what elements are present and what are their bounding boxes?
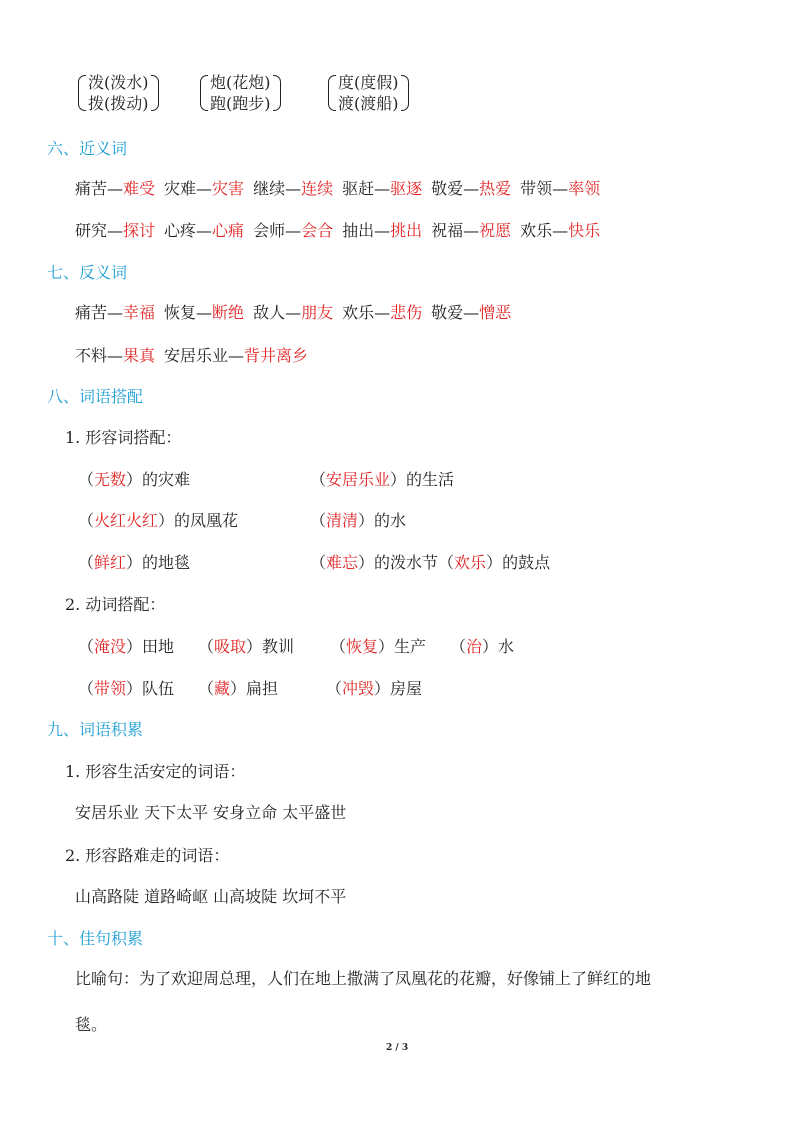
collocation-item: （安居乐业）的生活	[310, 470, 455, 489]
word: 恢复	[164, 303, 197, 322]
word: 研究	[75, 221, 108, 240]
polyphone-group-3	[328, 72, 409, 114]
word: 敬爱	[431, 179, 464, 198]
word: 带领	[520, 179, 553, 198]
word: 继续	[253, 179, 286, 198]
dash: —	[552, 179, 569, 198]
word-pair	[520, 179, 600, 198]
answer-word: 热爱	[479, 179, 512, 198]
dash: —	[463, 179, 480, 198]
word: 心疼	[164, 221, 197, 240]
dash: —	[374, 179, 391, 198]
dash: —	[107, 221, 124, 240]
collocation-item: （无数）的灾难	[78, 470, 191, 489]
polyphone-group-1	[78, 72, 159, 114]
answer-word: 灾害	[212, 179, 245, 198]
collocation-item: （淹没）田地	[78, 637, 175, 656]
collocation-item: （藏）扁担	[198, 679, 279, 698]
answer-word: 心痛	[212, 221, 245, 240]
collocation-item: （带领）队伍	[78, 679, 175, 698]
collocation-item: （鲜红）的地毯	[78, 553, 191, 572]
synonym-row	[75, 176, 600, 199]
word-pair	[253, 179, 333, 198]
answer-word: 会合	[301, 221, 334, 240]
collocation-item: （冲毁）房屋	[326, 679, 423, 698]
word: 痛苦	[75, 303, 108, 322]
word-pair	[75, 221, 155, 240]
dash: —	[285, 303, 302, 322]
word: 欢乐	[520, 221, 553, 240]
answer-word: 快乐	[568, 221, 601, 240]
dash: —	[107, 179, 124, 198]
answer-word: 探讨	[123, 221, 156, 240]
section-heading-sentences: 十、佳句积累	[47, 929, 144, 948]
word: 驱赶	[342, 179, 375, 198]
word-pair	[520, 221, 600, 240]
answer-word: 断绝	[212, 303, 245, 322]
word-pair	[164, 303, 244, 322]
answer-word: 背井离乡	[244, 346, 309, 365]
polyphone-line: 拨(拨动)	[88, 94, 149, 113]
subheading-hard-road: 2. 形容路难走的词语：	[65, 846, 230, 865]
section-heading-accumulation: 九、词语积累	[47, 720, 144, 739]
synonym-row	[75, 218, 600, 241]
subheading-stable-life: 1. 形容生活安定的词语：	[65, 762, 246, 781]
word-pair	[431, 303, 511, 322]
antonym-row	[75, 343, 308, 366]
word: 敬爱	[431, 303, 464, 322]
answer-word: 憎恶	[479, 303, 512, 322]
right-brace	[151, 75, 159, 111]
word-pair	[342, 303, 422, 322]
dash: —	[374, 221, 391, 240]
dash: —	[196, 303, 213, 322]
answer-word: 幸福	[123, 303, 156, 322]
dash: —	[107, 303, 124, 322]
dash: —	[463, 303, 480, 322]
word: 会师	[253, 221, 286, 240]
answer-word: 难受	[123, 179, 156, 198]
word-list: 山高路陡 道路崎岖 山高坡陡 坎坷不平	[75, 887, 347, 906]
answer-word: 驱逐	[390, 179, 423, 198]
polyphone-group-2	[200, 72, 281, 114]
answer-word: 悲伤	[390, 303, 423, 322]
dash: —	[552, 221, 569, 240]
word: 敌人	[253, 303, 286, 322]
answer-word: 祝愿	[479, 221, 512, 240]
section-heading-antonyms: 七、反义词	[47, 263, 128, 282]
word-list: 安居乐业 天下太平 安身立命 太平盛世	[75, 803, 347, 822]
word-pair	[75, 346, 155, 365]
section-heading-synonyms: 六、近义词	[47, 139, 128, 158]
collocation-item: （治）水	[450, 637, 515, 656]
answer-word: 挑出	[390, 221, 423, 240]
word: 抽出	[342, 221, 375, 240]
word: 安居乐业	[164, 346, 229, 365]
answer-word: 朋友	[301, 303, 334, 322]
word-pair	[164, 346, 308, 365]
right-brace	[401, 75, 409, 111]
polyphone-line: 泼(泼水)	[88, 73, 149, 92]
sentence-line: 比喻句：为了欢迎周总理，人们在地上撒满了凤凰花的花瓣，好像铺上了鲜红的地	[75, 969, 652, 988]
collocation-item: （恢复）生产	[330, 637, 427, 656]
dash: —	[463, 221, 480, 240]
word: 不料	[75, 346, 108, 365]
word: 痛苦	[75, 179, 108, 198]
dash: —	[285, 179, 302, 198]
left-brace	[78, 75, 86, 111]
word-pair	[75, 179, 155, 198]
word-pair	[253, 303, 333, 322]
word-pair	[253, 221, 333, 240]
dash: —	[107, 346, 124, 365]
word: 欢乐	[342, 303, 375, 322]
word-pair	[342, 221, 422, 240]
collocation-item: （吸取）教训	[198, 637, 295, 656]
section-heading-collocation: 八、词语搭配	[47, 387, 144, 406]
dash: —	[374, 303, 391, 322]
dash: —	[228, 346, 245, 365]
polyphone-line: 度(度假)	[338, 73, 399, 92]
collocation-item: （清清）的水	[310, 511, 407, 530]
dash: —	[285, 221, 302, 240]
left-brace	[200, 75, 208, 111]
subheading-adjective: 1. 形容词搭配：	[65, 428, 182, 447]
word-pair	[431, 221, 511, 240]
dash: —	[196, 179, 213, 198]
collocation-item: （火红火红）的凤凰花	[78, 511, 239, 530]
word-pair	[164, 221, 244, 240]
answer-word: 果真	[123, 346, 156, 365]
polyphone-line: 炮(花炮)	[210, 73, 271, 92]
sentence-line: 毯。	[75, 1015, 108, 1034]
answer-word: 连续	[301, 179, 334, 198]
collocation-item: （难忘）的泼水节（欢乐）的鼓点	[310, 553, 551, 572]
polyphone-line: 跑(跑步)	[210, 94, 271, 113]
left-brace	[328, 75, 336, 111]
antonym-row	[75, 300, 511, 323]
page-number: 2 / 3	[386, 1043, 409, 1053]
word: 灾难	[164, 179, 197, 198]
word-pair	[342, 179, 422, 198]
dash: —	[196, 221, 213, 240]
subheading-verb: 2. 动词搭配：	[65, 595, 166, 614]
word-pair	[75, 303, 155, 322]
word-pair	[164, 179, 244, 198]
right-brace	[273, 75, 281, 111]
polyphone-line: 渡(渡船)	[338, 94, 399, 113]
word-pair	[431, 179, 511, 198]
answer-word: 率领	[568, 179, 601, 198]
word: 祝福	[431, 221, 464, 240]
